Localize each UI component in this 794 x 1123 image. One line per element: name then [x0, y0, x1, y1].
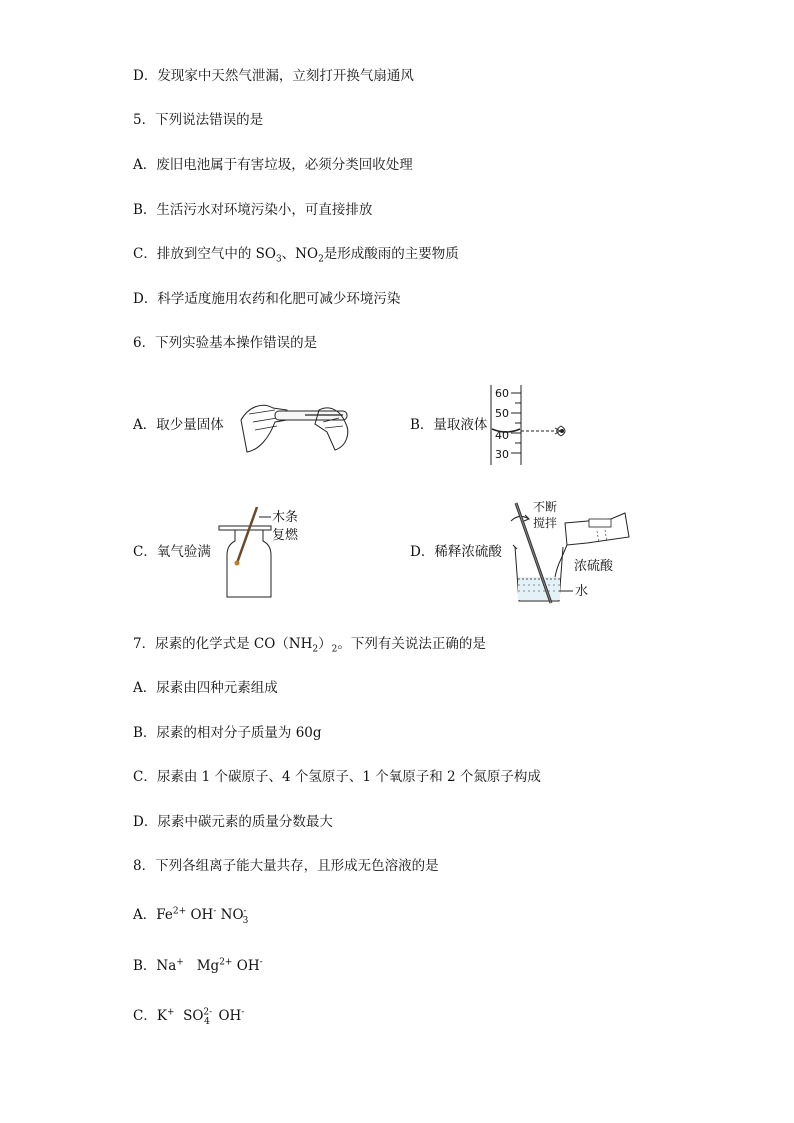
q6-figure-b-tick-50: 50 [495, 407, 509, 420]
q7-stem-text-1: 7．尿素的化学式是 CO（NH [133, 636, 313, 652]
q8-option-a-ion-1-charge: 2+ [172, 906, 187, 917]
q6-figure-c-gas-bottle [215, 505, 310, 600]
q8-option-a-ion-1: Fe [156, 907, 173, 923]
q6-figure-a-hands-test-tube [235, 392, 355, 458]
q6-figure-d-dilution [507, 497, 647, 607]
q8-stem: 8．下列各组离子能大量共存，且形成无色溶液的是 [133, 858, 439, 874]
q6-figure-d-stir-1: 不断 [533, 500, 558, 514]
q6-figure-c-label-1: 木条 [272, 510, 299, 525]
q8-option-a-label: A． [133, 907, 157, 923]
q8-option-b-ion-1: Na [156, 958, 177, 974]
q7-stem-text-2: ） [318, 636, 332, 652]
q8-option-a-ion-3-charge: - [243, 906, 247, 917]
q6-figure-d-acid: 浓硫酸 [574, 559, 614, 574]
q8-option-c [133, 1007, 244, 1025]
q7-option-b: B．尿素的相对分子质量为 60g [133, 725, 322, 741]
q7-stem [133, 635, 486, 653]
q7-stem-sub-2: 2 [331, 644, 338, 655]
q6-figure-d-water: 水 [575, 584, 589, 599]
q8-option-a-ion-3-sub: 3 [242, 915, 249, 926]
q6-figure-c-label-2: 复燃 [272, 528, 299, 543]
q8-option-b [133, 957, 263, 975]
q8-option-b-ion-3: OH [232, 958, 260, 974]
q6-option-a: A．取少量固体 [133, 417, 224, 433]
q5-option-c-sub-1: 3 [275, 254, 282, 265]
q8-option-c-label: C． [133, 1008, 157, 1024]
q6-stem: 6．下列实验基本操作错误的是 [133, 335, 318, 351]
q8-option-b-ion-2: Mg [183, 958, 220, 974]
q6-figure-b-tick-30: 30 [495, 448, 509, 461]
q4-option-d: D．发现家中天然气泄漏，立刻打开换气扇通风 [133, 68, 414, 84]
q7-stem-text-3: 。下列有关说法正确的是 [337, 636, 486, 652]
q6-option-c: C．氧气验满 [133, 544, 211, 560]
q8-option-b-ion-3-charge: - [259, 957, 263, 968]
q8-option-c-ion-3-charge: - [241, 1007, 245, 1018]
q5-option-c [133, 245, 459, 263]
q8-option-a-ion-2-charge: - [213, 906, 217, 917]
q8-option-c-ion-3: OH [209, 1008, 242, 1024]
q6-figure-b-tick-40: 40 [495, 429, 509, 442]
q8-option-c-ion-1-charge: + [166, 1007, 175, 1018]
q6-option-b: B．量取液体 [410, 417, 488, 433]
q5-option-d: D．科学适度施用农药和化肥可减少环境污染 [133, 291, 401, 307]
q7-option-d: D．尿素中碳元素的质量分数最大 [133, 814, 333, 830]
q8-option-c-ion-1: K [156, 1008, 167, 1024]
q8-option-a [133, 906, 248, 924]
q8-option-b-ion-1-charge: + [176, 957, 184, 968]
q8-option-b-ion-2-charge: 2+ [219, 957, 233, 968]
q5-option-b: B．生活污水对环境污染小，可直接排放 [133, 202, 373, 218]
q5-stem: 5．下列说法错误的是 [133, 112, 264, 128]
q7-option-c: C．尿素由 1 个碳原子、4 个氢原子、1 个氧原子和 2 个氮原子构成 [133, 769, 541, 785]
q8-option-b-label: B． [133, 958, 157, 974]
q5-option-c-text-2: 、NO [281, 246, 319, 262]
q5-option-a: A．废旧电池属于有害垃圾，必须分类回收处理 [133, 157, 413, 173]
q8-option-c-ion-2-charge: 2- [203, 1007, 213, 1018]
q5-option-c-sub-2: 2 [318, 254, 324, 265]
q8-option-c-ion-2: SO [174, 1008, 204, 1024]
q6-figure-b-cylinder [465, 383, 585, 467]
q7-stem-sub-1: 2 [312, 644, 319, 655]
q8-option-a-ion-3: NO [216, 907, 244, 923]
q7-option-a: A．尿素由四种元素组成 [133, 680, 278, 696]
q5-option-c-text-3: 是形成酸雨的主要物质 [323, 246, 459, 262]
q6-option-d: D．稀释浓硫酸 [410, 544, 502, 560]
q8-option-c-ion-2-sub: 4 [204, 1016, 210, 1027]
q6-figure-d-stir-2: 搅拌 [533, 516, 558, 530]
q6-figure-b-tick-60: 60 [495, 387, 509, 400]
q8-option-a-ion-2: OH [186, 907, 214, 923]
q5-option-c-text-1: C．排放到空气中的 SO [133, 246, 276, 262]
